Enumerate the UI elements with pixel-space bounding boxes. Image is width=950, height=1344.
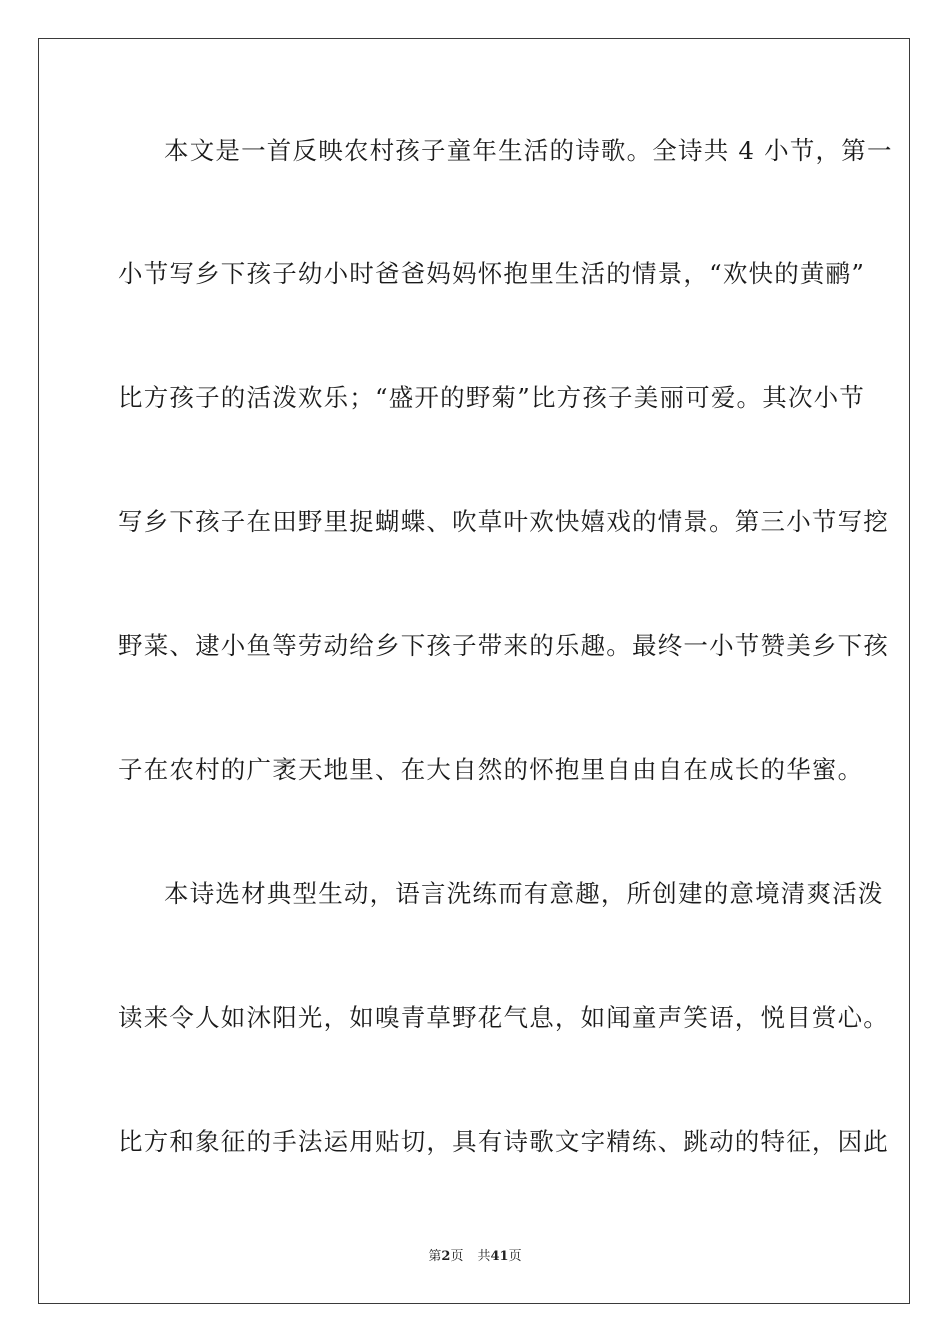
text-line: 比方和象征的手法运用贴切，具有诗歌文字精练、跳动的特征，因此 xyxy=(118,1127,889,1156)
text-line: 小节写乡下孩子幼小时爸爸妈妈怀抱里生活的情景，“欢快的黄鹂” xyxy=(118,259,866,288)
page-footer xyxy=(0,1248,950,1266)
text-line: 读来令人如沐阳光，如嗅青草野花气息，如闻童声笑语，悦目赏心。 xyxy=(118,1003,889,1032)
page-border xyxy=(38,38,910,1304)
page-suffix: 页 xyxy=(450,1249,464,1264)
page-number: 2 xyxy=(441,1249,451,1264)
text-line: 比方孩子的活泼欢乐；“盛开的野菊”比方孩子美丽可爱。其次小节 xyxy=(118,383,866,412)
text-line: 野菜、逮小鱼等劳动给乡下孩子带来的乐趣。最终一小节赞美乡下孩 xyxy=(118,631,889,660)
text-line: 写乡下孩子在田野里捉蝴蝶、吹草叶欢快嬉戏的情景。第三小节写挖 xyxy=(118,507,889,536)
text-line: 本文是一首反映农村孩子童年生活的诗歌。全诗共 4 小节，第一 xyxy=(164,136,893,165)
page-prefix: 第 xyxy=(428,1249,442,1264)
total-suffix: 页 xyxy=(508,1249,522,1264)
text-line: 本诗选材典型生动，语言洗练而有意趣，所创建的意境清爽活泼 xyxy=(164,879,884,908)
total-pages: 41 xyxy=(490,1249,509,1264)
text-line: 子在农村的广袤天地里、在大自然的怀抱里自由自在成长的华蜜。 xyxy=(118,755,864,784)
total-prefix: 共 xyxy=(477,1249,491,1264)
